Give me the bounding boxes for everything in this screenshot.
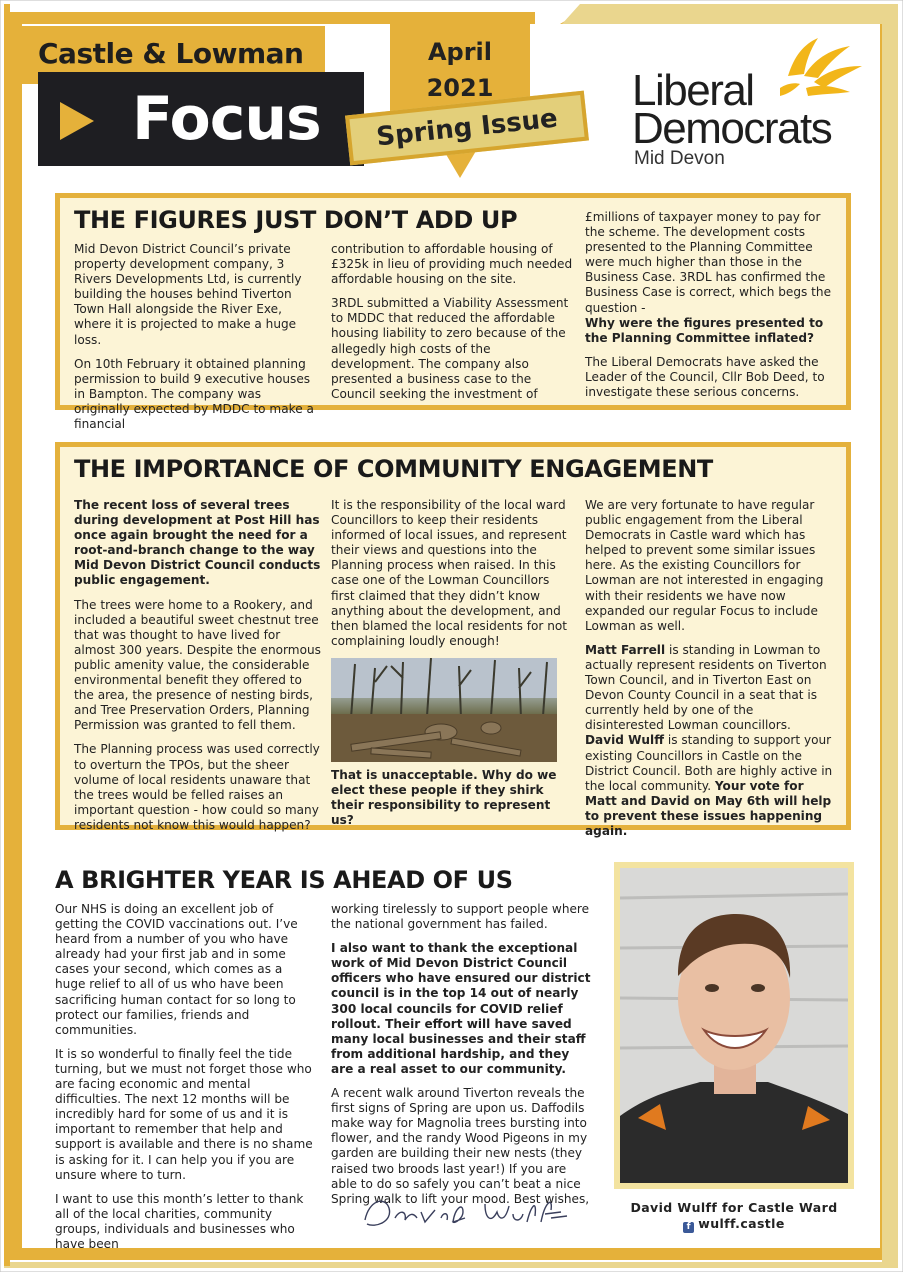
candidate-photo xyxy=(620,868,848,1183)
article-paragraph: The Planning process was used correctly to overturn the TPOs, but the sheer volume of local residents unaware that the trees would be felled raises an important question - how could so many residents not know this would happen? xyxy=(74,742,320,832)
candidate-name: Matt Farrell xyxy=(585,642,666,657)
article-figures xyxy=(55,193,851,432)
caption-social xyxy=(614,1216,854,1233)
article-title: THE IMPORTANCE OF COMMUNITY ENGAGEMENT xyxy=(74,455,713,483)
article-paragraph: I want to use this month’s letter to thank all of the local charities, community groups, individuals and businesses who have been xyxy=(55,1191,304,1251)
issue-month: April xyxy=(427,38,493,66)
masthead-title-banner xyxy=(38,72,364,166)
article-text: is standing to support your existing Councillors in Castle on the District Council. Both are highly active in the local community. xyxy=(585,733,833,793)
logo-line-1: Liberal xyxy=(632,66,754,115)
handwritten-signature xyxy=(355,1188,595,1238)
caption-name: David Wulff for Castle Ward xyxy=(630,1200,838,1215)
issue-year: 2021 xyxy=(426,74,494,102)
publication-name: Focus xyxy=(132,84,321,154)
play-arrow-icon xyxy=(60,102,94,140)
article-column-1 xyxy=(74,498,322,842)
article-title: THE FIGURES JUST DON’T ADD UP xyxy=(74,206,518,234)
party-logo xyxy=(630,36,880,176)
article-column-2 xyxy=(331,498,575,837)
article-highlight: Why were the figures presented to the Planning Committee inflated? xyxy=(585,315,824,345)
article-paragraph: The Liberal Democrats have asked the Leader of the Council, Cllr Bob Deed, to investigate these serious concerns. xyxy=(585,354,825,400)
article-paragraph: working tirelessly to support people where the national government has failed. xyxy=(331,902,590,932)
article-text: is standing in Lowman to actually represent residents on Tiverton Town Council, and in Tiverton East on Devon County Council in a seat that is currently held by one of the disinterested Lowman councillors. xyxy=(585,642,827,733)
logo-line-2: Democrats xyxy=(632,104,832,153)
article-text: £millions of taxpayer money to pay for the scheme. The development costs presented to the Planning Committee were much higher than those in the Business Case. 3RDL has confirmed the Business Case is correct, which begs the question - xyxy=(585,210,832,315)
article-title: A BRIGHTER YEAR IS AHEAD OF US xyxy=(55,866,513,894)
article-column-3 xyxy=(585,210,833,409)
facebook-icon: f xyxy=(683,1222,694,1233)
bird-of-liberty-icon xyxy=(770,36,864,106)
facebook-handle[interactable]: wulff.castle xyxy=(698,1216,785,1231)
article-paragraph: The trees were home to a Rookery, and included a beautiful sweet chestnut tree that was thought to have lived for almost 300 years. Despite the enormous public amenity value, the considerable environmental benefit they offered to the area, the presence of nesting birds, and Tree Preservation Orders, Planning Permission was granted to fell them. xyxy=(74,597,321,733)
publication-area: Castle & Lowman xyxy=(38,37,304,70)
article-paragraph: We are very fortunate to have regular public engagement from the Liberal Democrats in Castle ward which has helped to prevent some similar issues here. As the existing Councillors for Lowman are not interested in engaging with their residents we have now expanded our regular Focus to include Lowman as well. xyxy=(585,498,824,633)
article-paragraph: It is so wonderful to finally feel the tide turning, but we must not forget those who are facing economic and mental difficulties. The next 12 months will be incredibly hard for some of us and it is important to remember that help and support is available and there is no shame is asking for it. I can help you if you are unsure where to turn. xyxy=(55,1046,313,1182)
portrait-caption xyxy=(614,1200,854,1233)
article-paragraph: contribution to affordable housing of £325k in lieu of providing much needed affordable housing on the site. xyxy=(331,242,573,287)
article-column-1 xyxy=(55,902,313,1261)
article-paragraph: Our NHS is doing an excellent job of getting the COVID vaccinations out. I’ve heard from a number of you who have already had your first jab and in some cases your second, which comes as a huge relief to all of us who have been sacrificing human contact for so long to protect our families, friends and communities. xyxy=(55,902,298,1037)
issue-label: Spring Issue xyxy=(374,103,560,153)
article-lead: The recent loss of several trees during development at Post Hill has once again brought the need for a root-and-branch change to the way Mid Devon District Council conducts public engagement. xyxy=(74,498,321,588)
felled-trees-photo xyxy=(331,658,557,762)
candidate-name: David Wulff xyxy=(585,733,664,748)
article-paragraph: 3RDL submitted a Viability Assessment to MDDC that reduced the affordable housing liability to zero because of the allegedly high costs of the development. The company also presented a business case to the Council seeking the investment of xyxy=(331,296,569,401)
candidate-portrait xyxy=(614,862,854,1189)
article-column-2 xyxy=(331,902,593,1216)
article-engagement xyxy=(55,442,851,838)
article-paragraph xyxy=(585,643,833,839)
article-highlight: That is unacceptable. Why do we elect these people if they shirk their responsibility to represent us? xyxy=(331,767,557,828)
article-paragraph: It is the responsibility of the local ward Councillors to keep their residents informed of local issues, and represent their views and questions into the Planning process when raised. In this case one of the Lowman Councillors first claimed that they didn’t know anything about the development, and then blamed the local residents for not complaining loudly enough! xyxy=(331,498,568,648)
article-highlight: Your vote for Matt and David on May 6th will help to prevent these issues happening again. xyxy=(585,778,832,838)
article-paragraph: On 10th February it obtained planning permission to build 9 executive houses in Bampton. The company was originally expected by MDDC to make a financial xyxy=(74,356,314,432)
article-column-2 xyxy=(331,242,575,411)
article-column-3 xyxy=(585,498,833,848)
article-paragraph xyxy=(585,210,833,346)
article-highlight: I also want to thank the exceptional work of Mid Devon District Council officers who have ensured our district council is in the top 14 out of nearly 300 local councils for COVID relief rollout. Their effort will have saved many local businesses and their staff from additional hardship, and they are a real asset to our community. xyxy=(331,941,591,1076)
article-paragraph: A recent walk around Tiverton reveals the first signs of Spring are upon us. Daffodils make way for Magnolia trees bursting into flower, and the randy Wood Pigeons in my garden are building their new nests (they raised two broods last year!) If you are able to do so safely you can’t beat a nice Spring walk to lift your mood. Best wishes, xyxy=(331,1086,590,1206)
article-paragraph: Mid Devon District Council’s private property development company, 3 Rivers Developments Ltd, is currently building the houses behind Tiverton Town Hall alongside the River Exe, where it is projected to make a huge loss. xyxy=(74,242,302,347)
logo-region: Mid Devon xyxy=(634,148,725,169)
article-column-1 xyxy=(74,242,319,441)
